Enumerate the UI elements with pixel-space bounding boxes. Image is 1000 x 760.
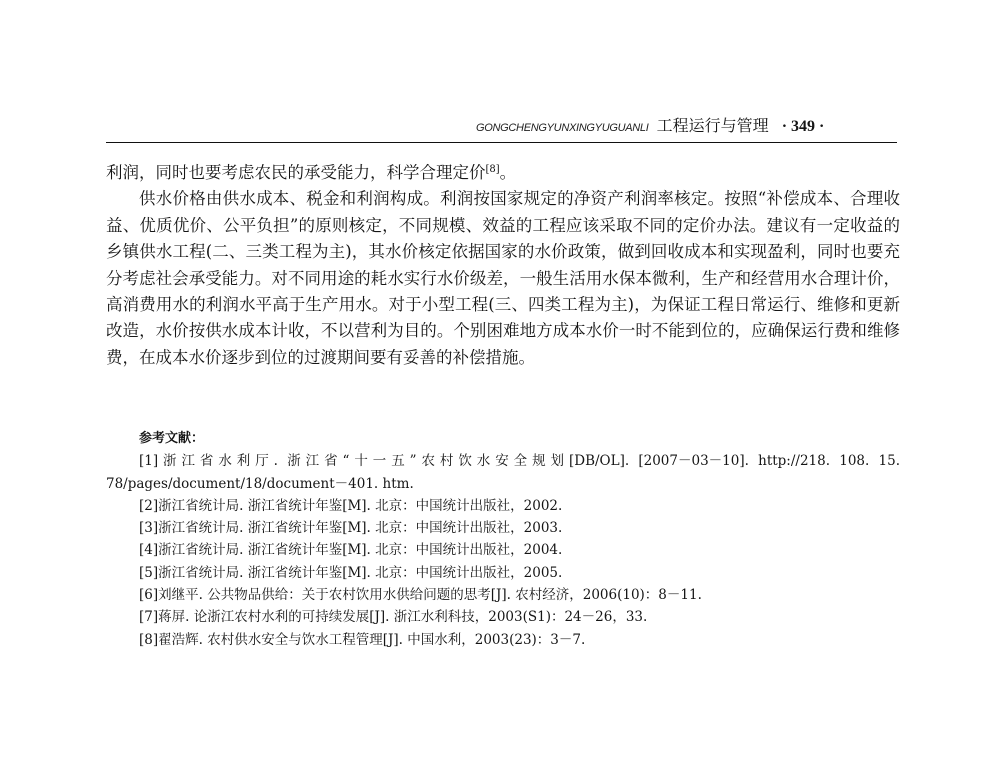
reference-item: [4]浙江省统计局. 浙江省统计年鉴[M]. 北京：中国统计出版社，2004.: [139, 542, 563, 559]
page-number: · 349 ·: [781, 118, 825, 135]
reference-item: [3]浙江省统计局. 浙江省统计年鉴[M]. 北京：中国统计出版社，2003.: [139, 520, 563, 537]
body-paragraph: 供水价格由供水成本、税金和利润构成。利润按国家规定的净资产利润率核定。按照“补偿成本、合理收益、优质优价、公平负担”的原则核定，不同规模、效益的工程应该采取不同的定价办法。建议有一定收益的乡镇供水工程(二、三类工程为主)，其水价核定依据国家的水价政策，做到回收成本和实现盈利，同时也要充分考虑社会承受能力。对不同用途的耗水实行水价级差，一般生活用水保本微利，生产和经营用水合理计价，高消费用水的利润水平高于生产用水。对于小型工程(三、四类工程为主)，为保证工程日常运行、维修和更新改造，水价按供水成本计收，不以营利为目的。个别困难地方成本水价一时不能到位的，应确保运行费和维修费，在成本水价逐步到位的过渡期间要有妥善的补偿措施。: [106, 189, 900, 367]
reference-item: [7]蒋屏. 论浙江农村水利的可持续发展[J]. 浙江水利科技，2003(S1)：24－26，33.: [139, 609, 648, 626]
citation-ref: [8]: [485, 164, 500, 175]
header-pinyin: GONGCHENGYUNXINGYUGUANLI: [476, 122, 649, 134]
header-rule: [106, 142, 897, 143]
body-text: [106, 160, 900, 371]
reference-item: [5]浙江省统计局. 浙江省统计年鉴[M]. 北京：中国统计出版社，2005.: [139, 564, 563, 581]
reference-item: [1]浙江省水利厅. 浙江省“十一五”农村饮水安全规划[DB/OL]. [2007－03－10]. http://218. 108. 15. 78/pages/document/18/document－401. htm.: [106, 453, 900, 492]
continuation-end: 。: [499, 163, 517, 182]
header-section-title: 工程运行与管理: [656, 116, 769, 135]
references-heading: 参考文献：: [139, 431, 205, 446]
running-header: [476, 113, 896, 143]
reference-item: [2]浙江省统计局. 浙江省统计年鉴[M]. 北京：中国统计出版社，2002.: [139, 497, 563, 514]
continuation-text: 利润，同时也要考虑农民的承受能力，科学合理定价: [106, 163, 486, 182]
reference-item: [6]刘继平. 公共物品供给：关于农村饮用水供给问题的思考[J]. 农村经济，2006(10)：8－11.: [139, 587, 702, 604]
reference-item: [8]翟浩辉. 农村供水安全与饮水工程管理[J]. 中国水利，2003(23)：3－7.: [139, 631, 586, 648]
continuation-line: [106, 160, 900, 186]
references-section: [106, 428, 900, 651]
